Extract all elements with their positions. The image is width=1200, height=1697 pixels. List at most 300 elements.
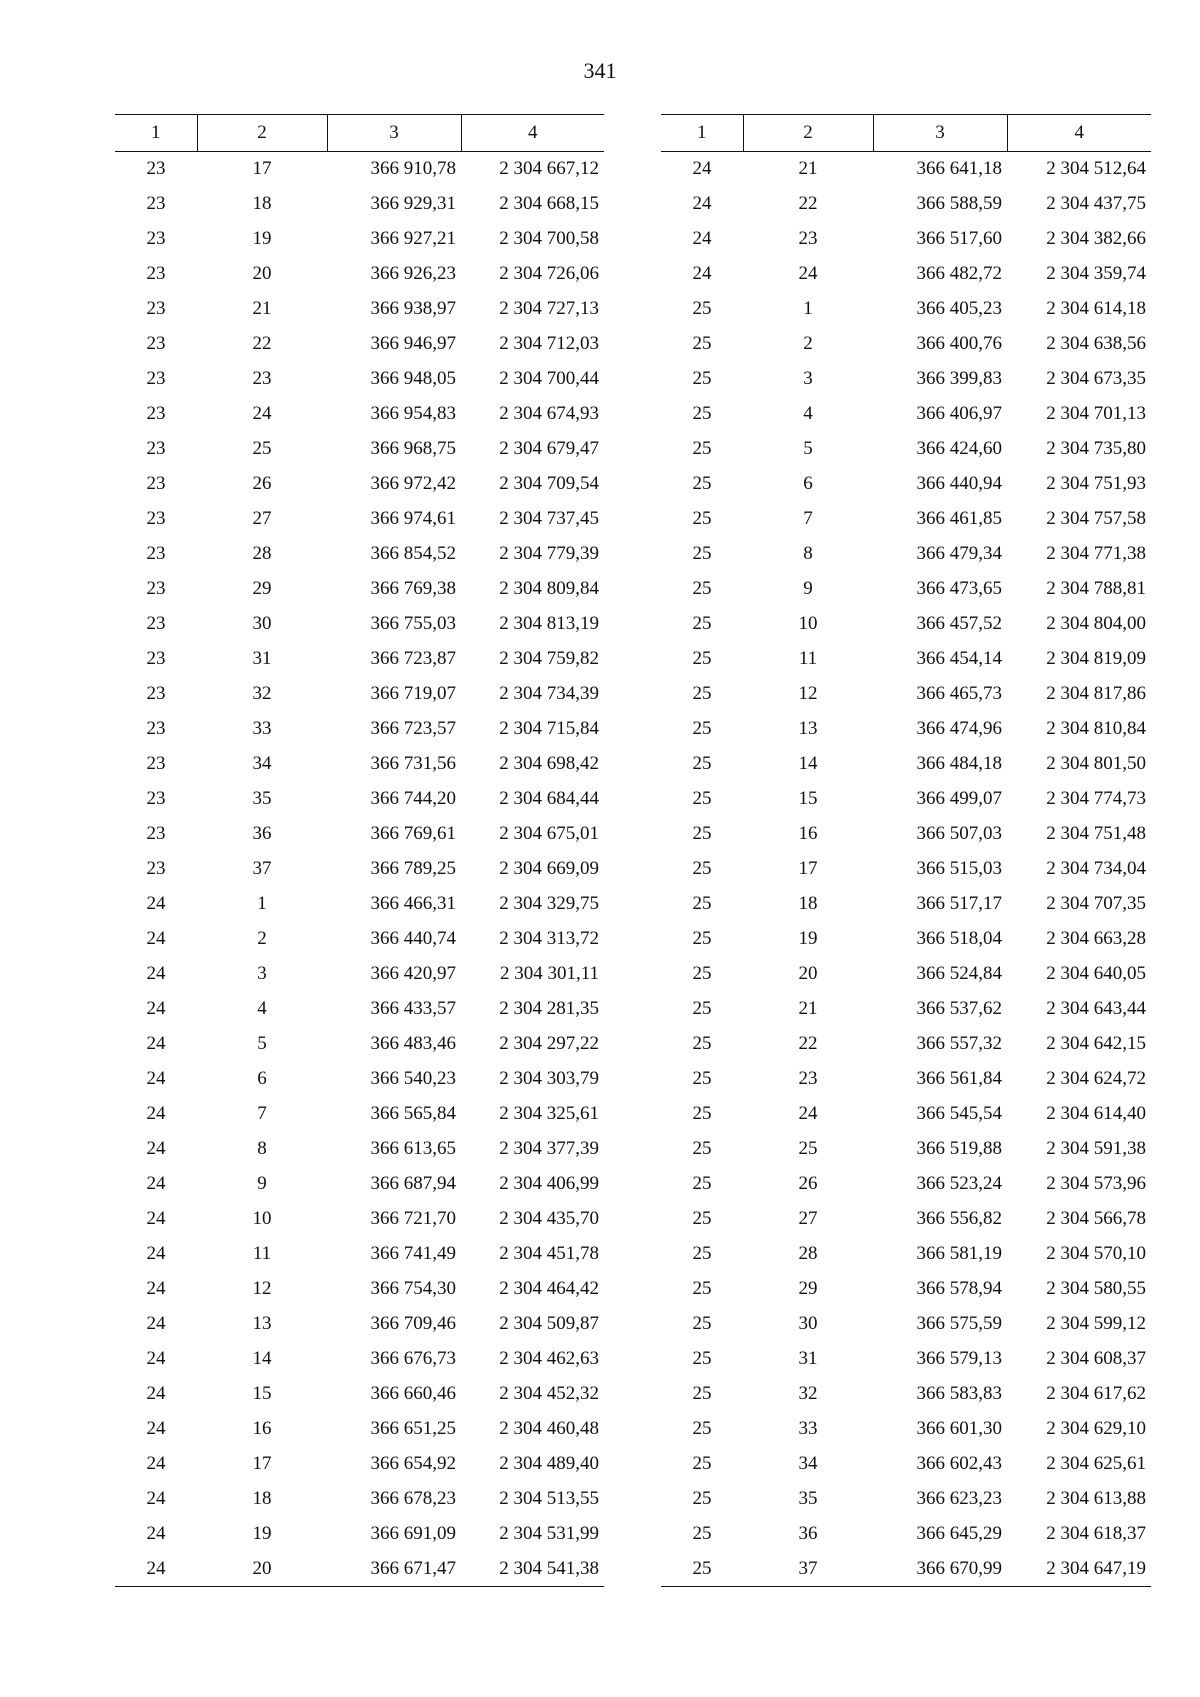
table-row: [115, 922, 604, 957]
point-number-cell: 18: [252, 1488, 272, 1509]
point-number-cell: 19: [252, 228, 272, 249]
table-row: [661, 1307, 1151, 1342]
point-number-cell: 1: [803, 298, 813, 319]
section-number-cell: 24: [146, 1523, 166, 1544]
table-row: [661, 1552, 1151, 1587]
y-coordinate-cell: 2 304 452,32: [499, 1383, 599, 1404]
y-coordinate-cell: 2 304 625,61: [1046, 1453, 1146, 1474]
table-row: [115, 1132, 604, 1167]
y-coordinate-cell: 2 304 618,37: [1046, 1523, 1146, 1544]
section-number-cell: 24: [146, 1418, 166, 1439]
x-coordinate-cell: 366 473,65: [916, 578, 1002, 599]
section-number-cell: 25: [692, 1068, 712, 1089]
x-coordinate-cell: 366 406,97: [916, 403, 1002, 424]
x-coordinate-cell: 366 579,13: [916, 1348, 1002, 1369]
table-row: [115, 152, 604, 187]
y-coordinate-cell: 2 304 647,19: [1007, 1552, 1151, 1587]
point-number-cell: 4: [803, 403, 813, 424]
section-number-cell: 24: [146, 1068, 166, 1089]
section-number-cell: 24: [146, 928, 166, 949]
table-row: [661, 852, 1151, 887]
section-number-cell: 25: [692, 1278, 712, 1299]
table-row: [115, 362, 604, 397]
coordinates-table-left: [115, 114, 604, 1587]
section-number-cell: 25: [692, 858, 712, 879]
table-row: [115, 1482, 604, 1517]
table-row: [115, 1517, 604, 1552]
column-header-4: 4: [1007, 115, 1151, 152]
y-coordinate-cell: 2 304 640,05: [1046, 963, 1146, 984]
y-coordinate-cell: 2 304 531,99: [499, 1523, 599, 1544]
section-number-cell: 24: [146, 1138, 166, 1159]
y-coordinate-cell: 2 304 819,09: [1046, 648, 1146, 669]
point-number-cell: 23: [252, 368, 272, 389]
table-row: [661, 1517, 1151, 1552]
x-coordinate-cell: 366 789,25: [370, 858, 456, 879]
x-coordinate-cell: 366 927,21: [370, 228, 456, 249]
table-header-row: [115, 115, 604, 152]
section-number-cell: 23: [146, 403, 166, 424]
section-number-cell: 25: [692, 648, 712, 669]
point-number-cell: 7: [803, 508, 813, 529]
point-number-cell: 21: [252, 298, 272, 319]
section-number-cell: 23: [146, 193, 166, 214]
x-coordinate-cell: 366 854,52: [370, 543, 456, 564]
table-row: [115, 572, 604, 607]
table-row: [115, 327, 604, 362]
section-number-cell: 25: [692, 893, 712, 914]
point-number-cell: 22: [798, 193, 818, 214]
point-number-cell: 30: [798, 1313, 818, 1334]
table-row: [115, 677, 604, 712]
table-row: [115, 1272, 604, 1307]
table-row: [115, 257, 604, 292]
y-coordinate-cell: 2 304 281,35: [499, 998, 599, 1019]
point-number-cell: 13: [252, 1313, 272, 1334]
section-number-cell: 25: [692, 963, 712, 984]
section-number-cell: 25: [692, 1313, 712, 1334]
column-header-1: 1: [115, 115, 197, 152]
x-coordinate-cell: 366 723,57: [370, 718, 456, 739]
point-number-cell: 27: [798, 1208, 818, 1229]
point-number-cell: 22: [252, 333, 272, 354]
point-number-cell: 17: [252, 1453, 272, 1474]
point-number-cell: 2: [803, 333, 813, 354]
y-coordinate-cell: 2 304 614,18: [1046, 298, 1146, 319]
section-number-cell: 23: [146, 543, 166, 564]
point-number-cell: 9: [803, 578, 813, 599]
section-number-cell: 25: [692, 823, 712, 844]
y-coordinate-cell: 2 304 771,38: [1046, 543, 1146, 564]
x-coordinate-cell: 366 678,23: [370, 1488, 456, 1509]
section-number-cell: 25: [692, 473, 712, 494]
y-coordinate-cell: 2 304 617,62: [1046, 1383, 1146, 1404]
section-number-cell: 25: [692, 1383, 712, 1404]
y-coordinate-cell: 2 304 406,99: [499, 1173, 599, 1194]
point-number-cell: 28: [252, 543, 272, 564]
x-coordinate-cell: 366 440,74: [370, 928, 456, 949]
x-coordinate-cell: 366 946,97: [370, 333, 456, 354]
x-coordinate-cell: 366 420,97: [370, 963, 456, 984]
x-coordinate-cell: 366 929,31: [370, 193, 456, 214]
y-coordinate-cell: 2 304 737,45: [499, 508, 599, 529]
table-row: [115, 397, 604, 432]
y-coordinate-cell: 2 304 698,42: [499, 753, 599, 774]
table-row: [661, 257, 1151, 292]
point-number-cell: 14: [798, 753, 818, 774]
y-coordinate-cell: 2 304 580,55: [1046, 1278, 1146, 1299]
table-row: [661, 292, 1151, 327]
point-number-cell: 35: [798, 1488, 818, 1509]
table-row: [115, 782, 604, 817]
x-coordinate-cell: 366 687,94: [370, 1173, 456, 1194]
x-coordinate-cell: 366 565,84: [370, 1103, 456, 1124]
table-row: [115, 1237, 604, 1272]
point-number-cell: 34: [252, 753, 272, 774]
section-number-cell: 23: [146, 858, 166, 879]
x-coordinate-cell: 366 588,59: [916, 193, 1002, 214]
table-row: [115, 187, 604, 222]
x-coordinate-cell: 366 524,84: [916, 963, 1002, 984]
x-coordinate-cell: 366 709,46: [370, 1313, 456, 1334]
point-number-cell: 19: [252, 1523, 272, 1544]
section-number-cell: 23: [146, 158, 166, 180]
x-coordinate-cell: 366 972,42: [370, 473, 456, 494]
point-number-cell: 32: [252, 683, 272, 704]
point-number-cell: 11: [252, 1243, 272, 1264]
section-number-cell: 25: [692, 1208, 712, 1229]
section-number-cell: 23: [146, 438, 166, 459]
y-coordinate-cell: 2 304 301,11: [499, 963, 599, 984]
y-coordinate-cell: 2 304 709,54: [499, 473, 599, 494]
table-row: [661, 1062, 1151, 1097]
column-header-1: 1: [661, 115, 743, 152]
section-number-cell: 24: [692, 158, 712, 180]
x-coordinate-cell: 366 654,92: [370, 1453, 456, 1474]
table-row: [115, 1342, 604, 1377]
table-row: [661, 607, 1151, 642]
point-number-cell: 29: [252, 578, 272, 599]
point-number-cell: 30: [252, 613, 272, 634]
table-row: [115, 1412, 604, 1447]
y-coordinate-cell: 2 304 642,15: [1046, 1033, 1146, 1054]
y-coordinate-cell: 2 304 513,55: [499, 1488, 599, 1509]
x-coordinate-cell: 366 651,25: [370, 1418, 456, 1439]
y-coordinate-cell: 2 304 462,63: [499, 1348, 599, 1369]
table-row: [115, 1447, 604, 1482]
table-row: [115, 1552, 604, 1587]
y-coordinate-cell: 2 304 734,39: [499, 683, 599, 704]
section-number-cell: 23: [146, 578, 166, 599]
table-row: [115, 467, 604, 502]
x-coordinate-cell: 366 769,61: [370, 823, 456, 844]
y-coordinate-cell: 2 304 726,06: [499, 263, 599, 284]
x-coordinate-cell: 366 719,07: [370, 683, 456, 704]
x-coordinate-cell: 366 623,23: [916, 1488, 1002, 1509]
point-number-cell: 9: [257, 1173, 267, 1194]
point-number-cell: 24: [798, 263, 818, 284]
point-number-cell: 11: [798, 648, 818, 669]
x-coordinate-cell: 366 457,52: [916, 613, 1002, 634]
point-number-cell: 36: [798, 1523, 818, 1544]
table-body: [661, 152, 1151, 1587]
y-coordinate-cell: 2 304 751,93: [1046, 473, 1146, 494]
y-coordinate-cell: 2 304 512,64: [1046, 158, 1146, 180]
point-number-cell: 23: [798, 1068, 818, 1089]
section-number-cell: 25: [692, 613, 712, 634]
section-number-cell: 25: [692, 333, 712, 354]
section-number-cell: 24: [146, 998, 166, 1019]
table-row: [661, 992, 1151, 1027]
section-number-cell: 25: [692, 298, 712, 319]
table-row: [661, 782, 1151, 817]
point-number-cell: 33: [798, 1418, 818, 1439]
y-coordinate-cell: 2 304 460,48: [499, 1418, 599, 1439]
table-row: [115, 887, 604, 922]
section-number-cell: 23: [146, 298, 166, 319]
section-number-cell: 24: [146, 1348, 166, 1369]
x-coordinate-cell: 366 754,30: [370, 1278, 456, 1299]
table-row: [115, 432, 604, 467]
point-number-cell: 3: [803, 368, 813, 389]
section-number-cell: 23: [146, 333, 166, 354]
y-coordinate-cell: 2 304 701,13: [1046, 403, 1146, 424]
y-coordinate-cell: 2 304 464,42: [499, 1278, 599, 1299]
table-header-row: [661, 115, 1151, 152]
point-number-cell: 3: [257, 963, 267, 984]
y-coordinate-cell: 2 304 804,00: [1046, 613, 1146, 634]
y-coordinate-cell: 2 304 801,50: [1046, 753, 1146, 774]
table-row: [661, 677, 1151, 712]
table-row: [115, 1167, 604, 1202]
y-coordinate-cell: 2 304 735,80: [1046, 438, 1146, 459]
column-header-3: 3: [873, 115, 1007, 152]
column-header-2: 2: [197, 115, 327, 152]
section-number-cell: 25: [692, 438, 712, 459]
section-number-cell: 24: [146, 1453, 166, 1474]
x-coordinate-cell: 366 561,84: [916, 1068, 1002, 1089]
x-coordinate-cell: 366 583,83: [916, 1383, 1002, 1404]
x-coordinate-cell: 366 405,23: [916, 298, 1002, 319]
point-number-cell: 1: [257, 893, 267, 914]
point-number-cell: 20: [197, 1552, 327, 1587]
x-coordinate-cell: 366 613,65: [370, 1138, 456, 1159]
section-number-cell: 23: [146, 788, 166, 809]
section-number-cell: 25: [692, 508, 712, 529]
point-number-cell: 17: [252, 158, 272, 180]
x-coordinate-cell: 366 645,29: [916, 1523, 1002, 1544]
section-number-cell: 23: [146, 823, 166, 844]
x-coordinate-cell: 366 744,20: [370, 788, 456, 809]
table-row: [115, 292, 604, 327]
x-coordinate-cell: 366 557,32: [916, 1033, 1002, 1054]
x-coordinate-cell: 366 474,96: [916, 718, 1002, 739]
y-coordinate-cell: 2 304 679,47: [499, 438, 599, 459]
section-number-cell: 24: [146, 1278, 166, 1299]
table-row: [661, 1412, 1151, 1447]
x-coordinate-cell: 366 954,83: [370, 403, 456, 424]
section-number-cell: 25: [692, 1453, 712, 1474]
x-coordinate-cell: 366 440,94: [916, 473, 1002, 494]
x-coordinate-cell: 366 499,07: [916, 788, 1002, 809]
y-coordinate-cell: 2 304 624,72: [1046, 1068, 1146, 1089]
table-row: [661, 152, 1151, 187]
table-row: [661, 187, 1151, 222]
table-row: [661, 572, 1151, 607]
table-row: [661, 467, 1151, 502]
section-number-cell: 23: [146, 613, 166, 634]
point-number-cell: 24: [252, 403, 272, 424]
x-coordinate-cell: 366 482,72: [916, 263, 1002, 284]
y-coordinate-cell: 2 304 813,19: [499, 613, 599, 634]
column-header-3: 3: [327, 115, 461, 152]
x-coordinate-cell: 366 540,23: [370, 1068, 456, 1089]
x-coordinate-cell: 366 968,75: [370, 438, 456, 459]
x-coordinate-cell: 366 518,04: [916, 928, 1002, 949]
point-number-cell: 8: [257, 1138, 267, 1159]
point-number-cell: 22: [798, 1033, 818, 1054]
x-coordinate-cell: 366 465,73: [916, 683, 1002, 704]
x-coordinate-cell: 366 483,46: [370, 1033, 456, 1054]
y-coordinate-cell: 2 304 489,40: [499, 1453, 599, 1474]
y-coordinate-cell: 2 304 700,58: [499, 228, 599, 249]
x-coordinate-cell: 366 523,24: [916, 1173, 1002, 1194]
point-number-cell: 20: [798, 963, 818, 984]
y-coordinate-cell: 2 304 707,35: [1046, 893, 1146, 914]
y-coordinate-cell: 2 304 566,78: [1046, 1208, 1146, 1229]
table-row: [115, 607, 604, 642]
point-number-cell: 25: [798, 1138, 818, 1159]
table-body: [115, 152, 604, 1587]
table-row: [115, 642, 604, 677]
point-number-cell: 34: [798, 1453, 818, 1474]
table-row: [661, 327, 1151, 362]
x-coordinate-cell: 366 926,23: [370, 263, 456, 284]
point-number-cell: 2: [257, 928, 267, 949]
x-coordinate-cell: 366 461,85: [916, 508, 1002, 529]
y-coordinate-cell: 2 304 297,22: [499, 1033, 599, 1054]
section-number-cell: 25: [692, 683, 712, 704]
y-coordinate-cell: 2 304 788,81: [1046, 578, 1146, 599]
section-number-cell: 25: [692, 1523, 712, 1544]
section-number-cell: 24: [146, 963, 166, 984]
table-row: [661, 1097, 1151, 1132]
section-number-cell: 23: [146, 368, 166, 389]
x-coordinate-cell: 366 424,60: [916, 438, 1002, 459]
y-coordinate-cell: 2 304 638,56: [1046, 333, 1146, 354]
point-number-cell: 18: [252, 193, 272, 214]
table-row: [115, 1307, 604, 1342]
y-coordinate-cell: 2 304 614,40: [1046, 1103, 1146, 1124]
point-number-cell: 8: [803, 543, 813, 564]
x-coordinate-cell: 366 400,76: [916, 333, 1002, 354]
table-row: [661, 1237, 1151, 1272]
point-number-cell: 19: [798, 928, 818, 949]
y-coordinate-cell: 2 304 734,04: [1046, 858, 1146, 879]
x-coordinate-cell: 366 676,73: [370, 1348, 456, 1369]
y-coordinate-cell: 2 304 303,79: [499, 1068, 599, 1089]
x-coordinate-cell: 366 910,78: [370, 158, 456, 180]
x-coordinate-cell: 366 660,46: [370, 1383, 456, 1404]
x-coordinate-cell: 366 974,61: [370, 508, 456, 529]
table-row: [115, 852, 604, 887]
point-number-cell: 31: [252, 648, 272, 669]
section-number-cell: 25: [692, 998, 712, 1019]
y-coordinate-cell: 2 304 541,38: [461, 1552, 604, 1587]
table-row: [661, 712, 1151, 747]
point-number-cell: 23: [798, 228, 818, 249]
x-coordinate-cell: 366 433,57: [370, 998, 456, 1019]
x-coordinate-cell: 366 517,60: [916, 228, 1002, 249]
section-number-cell: 23: [146, 753, 166, 774]
point-number-cell: 14: [252, 1348, 272, 1369]
table-row: [661, 1342, 1151, 1377]
point-number-cell: 16: [252, 1418, 272, 1439]
x-coordinate-cell: 366 755,03: [370, 613, 456, 634]
table-row: [661, 1202, 1151, 1237]
table-row: [661, 642, 1151, 677]
table-row: [115, 747, 604, 782]
y-coordinate-cell: 2 304 675,01: [499, 823, 599, 844]
point-number-cell: 4: [257, 998, 267, 1019]
y-coordinate-cell: 2 304 759,82: [499, 648, 599, 669]
y-coordinate-cell: 2 304 700,44: [499, 368, 599, 389]
y-coordinate-cell: 2 304 325,61: [499, 1103, 599, 1124]
table-row: [661, 747, 1151, 782]
table-row: [661, 222, 1151, 257]
point-number-cell: 5: [257, 1033, 267, 1054]
x-coordinate-cell: 366 641,18: [916, 158, 1002, 180]
section-number-cell: 24: [146, 1243, 166, 1264]
y-coordinate-cell: 2 304 377,39: [499, 1138, 599, 1159]
y-coordinate-cell: 2 304 809,84: [499, 578, 599, 599]
x-coordinate-cell: 366 556,82: [916, 1208, 1002, 1229]
table-row: [115, 712, 604, 747]
section-number-cell: 25: [692, 718, 712, 739]
point-number-cell: 13: [798, 718, 818, 739]
point-number-cell: 31: [798, 1348, 818, 1369]
point-number-cell: 32: [798, 1383, 818, 1404]
section-number-cell: 24: [692, 193, 712, 214]
table-row: [661, 1132, 1151, 1167]
y-coordinate-cell: 2 304 727,13: [499, 298, 599, 319]
section-number-cell: 25: [692, 1418, 712, 1439]
x-coordinate-cell: 366 691,09: [370, 1523, 456, 1544]
y-coordinate-cell: 2 304 435,70: [499, 1208, 599, 1229]
point-number-cell: 6: [803, 473, 813, 494]
x-coordinate-cell: 366 479,34: [916, 543, 1002, 564]
section-number-cell: 25: [692, 1103, 712, 1124]
x-coordinate-cell: 366 454,14: [916, 648, 1002, 669]
y-coordinate-cell: 2 304 643,44: [1046, 998, 1146, 1019]
x-coordinate-cell: 366 948,05: [370, 368, 456, 389]
table-row: [661, 817, 1151, 852]
section-number-cell: 25: [692, 1348, 712, 1369]
table-row: [115, 992, 604, 1027]
point-number-cell: 28: [798, 1243, 818, 1264]
point-number-cell: 26: [252, 473, 272, 494]
point-number-cell: 7: [257, 1103, 267, 1124]
y-coordinate-cell: 2 304 382,66: [1046, 228, 1146, 249]
table-row: [115, 537, 604, 572]
x-coordinate-cell: 366 670,99: [873, 1552, 1007, 1587]
table-row: [661, 397, 1151, 432]
table-row: [661, 362, 1151, 397]
point-number-cell: 10: [798, 613, 818, 634]
x-coordinate-cell: 366 515,03: [916, 858, 1002, 879]
point-number-cell: 10: [252, 1208, 272, 1229]
point-number-cell: 17: [798, 858, 818, 879]
